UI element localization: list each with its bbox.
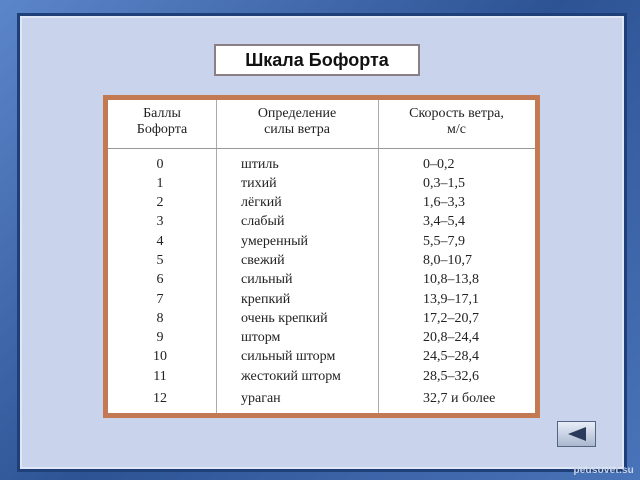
beaufort-score: 12	[153, 391, 167, 406]
wind-speed: 28,5–32,6	[423, 369, 479, 384]
watermark: pedsovet.su	[573, 465, 634, 476]
back-triangle-icon	[565, 426, 589, 442]
header-beaufort-line1: Баллы	[143, 106, 181, 121]
wind-speed: 24,5–28,4	[423, 349, 479, 364]
table-row	[108, 157, 535, 176]
beaufort-score: 6	[156, 272, 164, 287]
table-row	[108, 292, 535, 311]
slide-title: Шкала Бофорта	[214, 44, 420, 76]
table-row	[108, 311, 535, 330]
beaufort-score: 10	[153, 349, 167, 364]
wind-speed: 0,3–1,5	[423, 176, 465, 191]
beaufort-score: 2	[156, 195, 164, 210]
wind-definition: штиль	[241, 157, 279, 172]
wind-definition: свежий	[241, 253, 285, 268]
wind-speed: 0–0,2	[423, 157, 455, 172]
wind-speed: 13,9–17,1	[423, 292, 479, 307]
wind-definition: умеренный	[241, 234, 308, 249]
table-row	[108, 176, 535, 195]
header-beaufort-line2: Бофорта	[136, 122, 188, 137]
table-row	[108, 253, 535, 272]
wind-definition: тихий	[241, 176, 277, 191]
beaufort-score: 0	[156, 157, 164, 172]
beaufort-score: 9	[156, 330, 164, 345]
wind-definition: крепкий	[241, 292, 291, 307]
header-definition-line2: силы ветра	[264, 122, 330, 137]
table-row	[108, 195, 535, 214]
beaufort-table	[108, 100, 535, 413]
back-button[interactable]	[557, 421, 596, 447]
table-row	[108, 330, 535, 349]
wind-definition: шторм	[241, 330, 281, 345]
beaufort-score: 7	[156, 292, 164, 307]
header-definition-line1: Определение	[257, 106, 337, 121]
wind-definition: слабый	[241, 214, 285, 229]
beaufort-score: 4	[156, 234, 164, 249]
wind-speed: 3,4–5,4	[423, 214, 465, 229]
beaufort-score: 8	[156, 311, 164, 326]
wind-definition: ураган	[241, 391, 281, 406]
wind-speed: 32,7 и более	[423, 391, 496, 406]
table-row	[108, 391, 535, 410]
header-divider	[108, 148, 535, 149]
header-wind-speed	[378, 106, 535, 138]
wind-definition: сильный	[241, 272, 293, 287]
header-beaufort	[108, 106, 216, 138]
header-speed-line2: м/с	[447, 122, 466, 137]
table-row	[108, 369, 535, 388]
beaufort-score: 11	[153, 369, 167, 384]
wind-speed: 1,6–3,3	[423, 195, 465, 210]
wind-definition: лёгкий	[241, 195, 282, 210]
beaufort-score: 5	[156, 253, 164, 268]
wind-definition: сильный шторм	[241, 349, 336, 364]
beaufort-score: 3	[156, 214, 164, 229]
wind-speed: 20,8–24,4	[423, 330, 479, 345]
header-definition	[216, 106, 378, 138]
table-row	[108, 349, 535, 368]
table-row	[108, 214, 535, 233]
table-row	[108, 234, 535, 253]
wind-definition: очень крепкий	[241, 311, 328, 326]
wind-speed: 17,2–20,7	[423, 311, 479, 326]
header-speed-line1: Скорость ветра,	[409, 106, 504, 121]
wind-definition: жестокий шторм	[241, 369, 341, 384]
wind-speed: 8,0–10,7	[423, 253, 472, 268]
beaufort-score: 1	[156, 176, 164, 191]
beaufort-table-frame	[103, 95, 540, 418]
wind-speed: 10,8–13,8	[423, 272, 479, 287]
wind-speed: 5,5–7,9	[423, 234, 465, 249]
table-row	[108, 272, 535, 291]
